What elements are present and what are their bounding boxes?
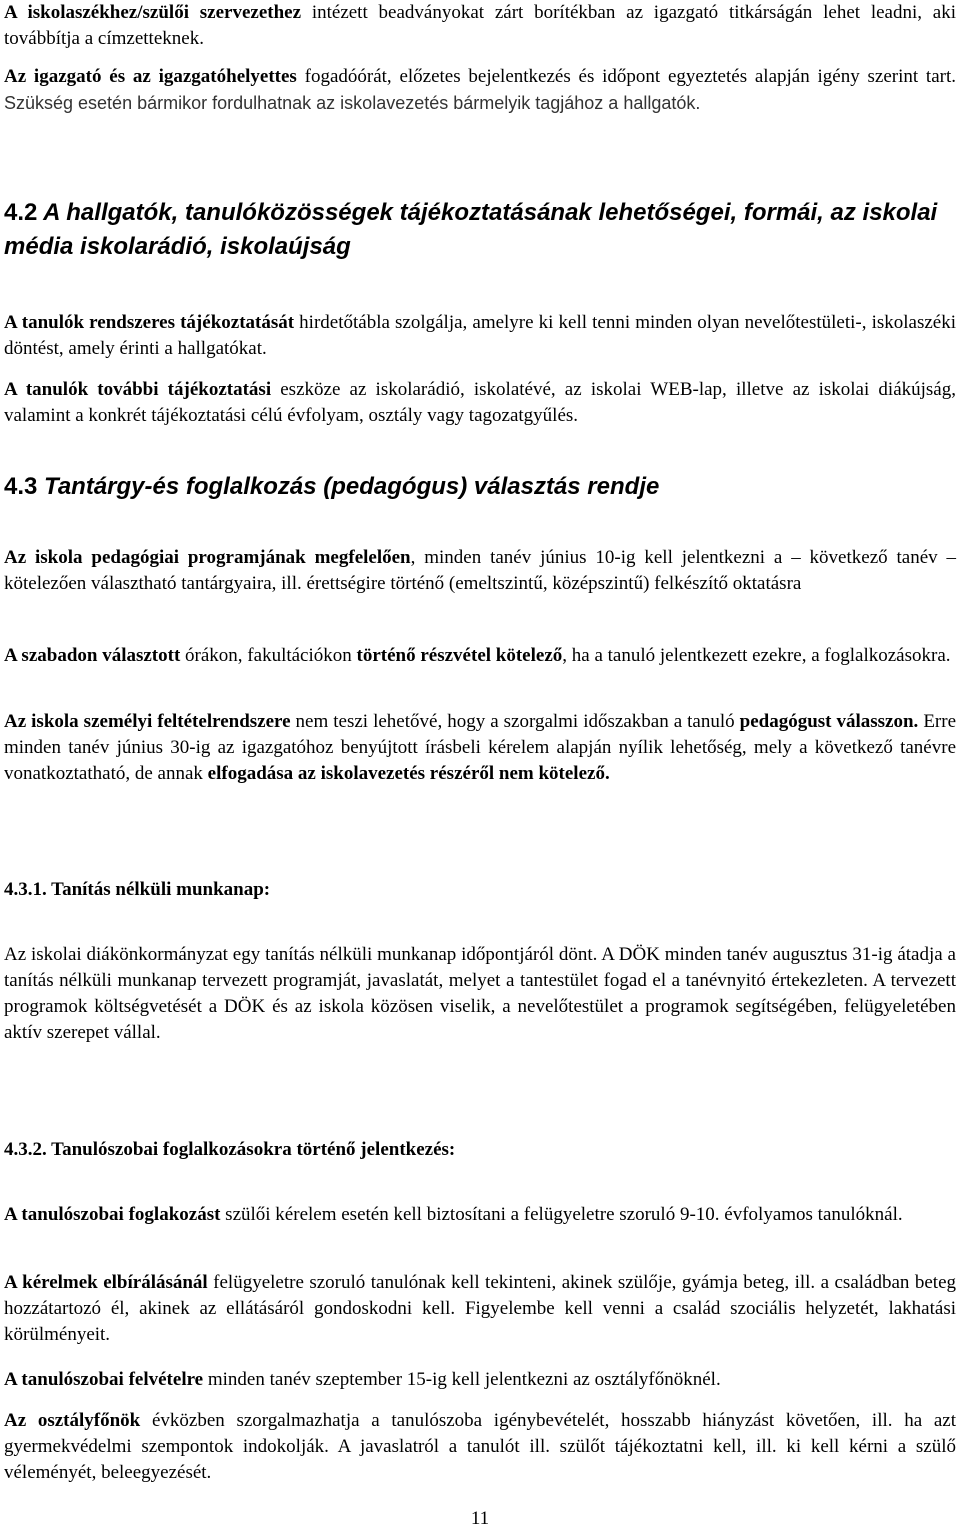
bold-phrase: elfogadása az iskolavezetés részéről nem kötelező. [207,763,610,784]
text-run: , minden tanév június 10-ig kell jelentkezni a – következő tanév – kötelezően választható tantárgyaira, ill. érettségire történő (emeltszintű, középszintű) felkészítő oktatásra [4,547,956,594]
bold-phrase: történő részvétel kötelező [356,645,563,666]
heading-4-3-2: 4.3.2. Tanulószobai foglalkozásokra történő jelentkezés: [4,1139,456,1160]
bold-phrase: A szabadon választott [4,645,181,666]
bold-phrase: Az osztályfőnök [4,1410,141,1431]
heading-number: 4.3 [4,473,38,500]
text-run: , ha a tanuló jelentkezett ezekre, a foglalkozásokra. [562,645,951,666]
bold-phrase: A tanulószobai felvételre [4,1369,204,1390]
paragraph-szemelyi-feltetelrendszer [4,709,956,787]
text-run: Erre minden tanév június 30-ig az igazgatóhoz benyújtott írásbeli kérelem alapján nyílik lehetőség, mely a következő tanévre vonatkoztatható, de annak [4,711,957,784]
paragraph-tanuloszobai-foglakozas [4,1202,956,1228]
heading-4-3 [4,470,956,504]
bold-phrase: pedagógust válasszon. [739,711,919,732]
text-run: intézett beadványokat zárt borítékban az igazgató titkárságán lehet leadni, aki továbbítja a címzetteknek. [4,2,956,49]
heading-number: 4.2 [4,199,38,226]
paragraph-tanuloszobai-felvetel [4,1367,956,1393]
paragraph-szabadon-valasztott [4,643,956,669]
paragraph-osztalyfonok [4,1408,956,1486]
heading-title: A hallgatók, tanulóközösségek tájékoztatásának lehetőségei, formái, az iskolai média iskolarádió, iskolaújság [4,199,938,260]
paragraph-kerelmek-elbiralasa [4,1270,956,1348]
heading-4-3-1: 4.3.1. Tanítás nélküli munkanap: [4,879,271,900]
text-run: évközben szorgalmazhatja a tanulószoba igénybevételét, hosszabb hiányzást követően, ill. ha azt gyermekvédelmi szempontok indokolják. A javaslatról a tanulót ill. szülőt tájékoztatni kell, ill. ki kell kérni a szülő véleményét, beleegyezését. [4,1410,956,1483]
paragraph-rendszeres-tajekoztatas [4,310,956,362]
paragraph-tovabbi-tajekoztatas [4,377,956,429]
bold-phrase: A tanulók további tájékoztatási [4,379,272,400]
text-run-sans: Szükség esetén bármikor fordulhatnak az iskolavezetés bármelyik tagjához a hallgatók. [4,93,701,113]
text-run: szülői kérelem esetén kell biztosítani a felügyeletre szoruló 9-10. évfolyamos tanulóknál. [220,1204,903,1225]
paragraph-tanitas-nelkuli-munkanap [4,942,956,1046]
text-run: felügyeletre szoruló tanulónak kell tekinteni, akinek szülője, gyámja beteg, ill. a családban beteg hozzátartozó él, akinek az ellátásáról gondoskodni kell. Figyelembe kell venni a család szociális helyzetét, lakhatási körülményeit. [4,1272,956,1345]
bold-phrase: A tanulószobai foglakozást [4,1204,221,1225]
text-run: Az iskolai diákönkormányzat egy tanítás nélküli munkanap időpontjáról dönt. A DÖK minden tanév augusztus 31-ig átadja a tanítás nélküli munkanap tervezett programját, javaslatát, melyet a tantestület fogad el a tanévnyitó értekezleten. A tervezett programok költségvetését a DÖK és az iskola közösen viselik, a nevelőtestület a programok segítségében, felügyeletében aktív szerepet vállal. [4,944,956,1043]
bold-phrase: Az igazgató és az igazgatóhelyettes [4,66,297,87]
paragraph-beadvanyok [4,0,956,52]
bold-phrase: A iskolaszékhez/szülői szervezethez [4,2,302,23]
bold-phrase: A kérelmek elbírálásánál [4,1272,208,1293]
text-run: hirdetőtábla szolgálja, amelyre ki kell tenni minden olyan nevelőtestületi-, iskolaszéki döntést, amely érinti a hallgatókat. [4,312,957,359]
text-run: minden tanév szeptember 15-ig kell jelentkezni az osztályfőnöknél. [203,1369,721,1390]
page-number: 11 [470,1508,490,1529]
text-run: fogadóórát, előzetes bejelentkezés és időpont egyeztetés alapján igény szerint tart. [296,66,956,87]
heading-title: Tantárgy-és foglalkozás (pedagógus) választás rendje [44,473,660,500]
text-run: nem teszi lehetővé, hogy a szorgalmi időszakban a tanuló [290,711,740,732]
text-run: órákon, fakultációkon [180,645,357,666]
bold-phrase: Az iskola személyi feltételrendszere [4,711,291,732]
bold-phrase: A tanulók rendszeres tájékoztatását [4,312,295,333]
heading-4-2 [4,196,956,264]
paragraph-fogadoora [4,64,956,117]
text-run: eszköze az iskolarádió, iskolatévé, az iskolai WEB-lap, illetve az iskolai diákújság, valamint a konkrét tájékoztatási célú évfolyam, osztály vagy tagozatgyűlés. [4,379,956,426]
bold-phrase: Az iskola pedagógiai programjának megfelelően [4,547,411,568]
paragraph-pedagogiai-program [4,545,956,597]
